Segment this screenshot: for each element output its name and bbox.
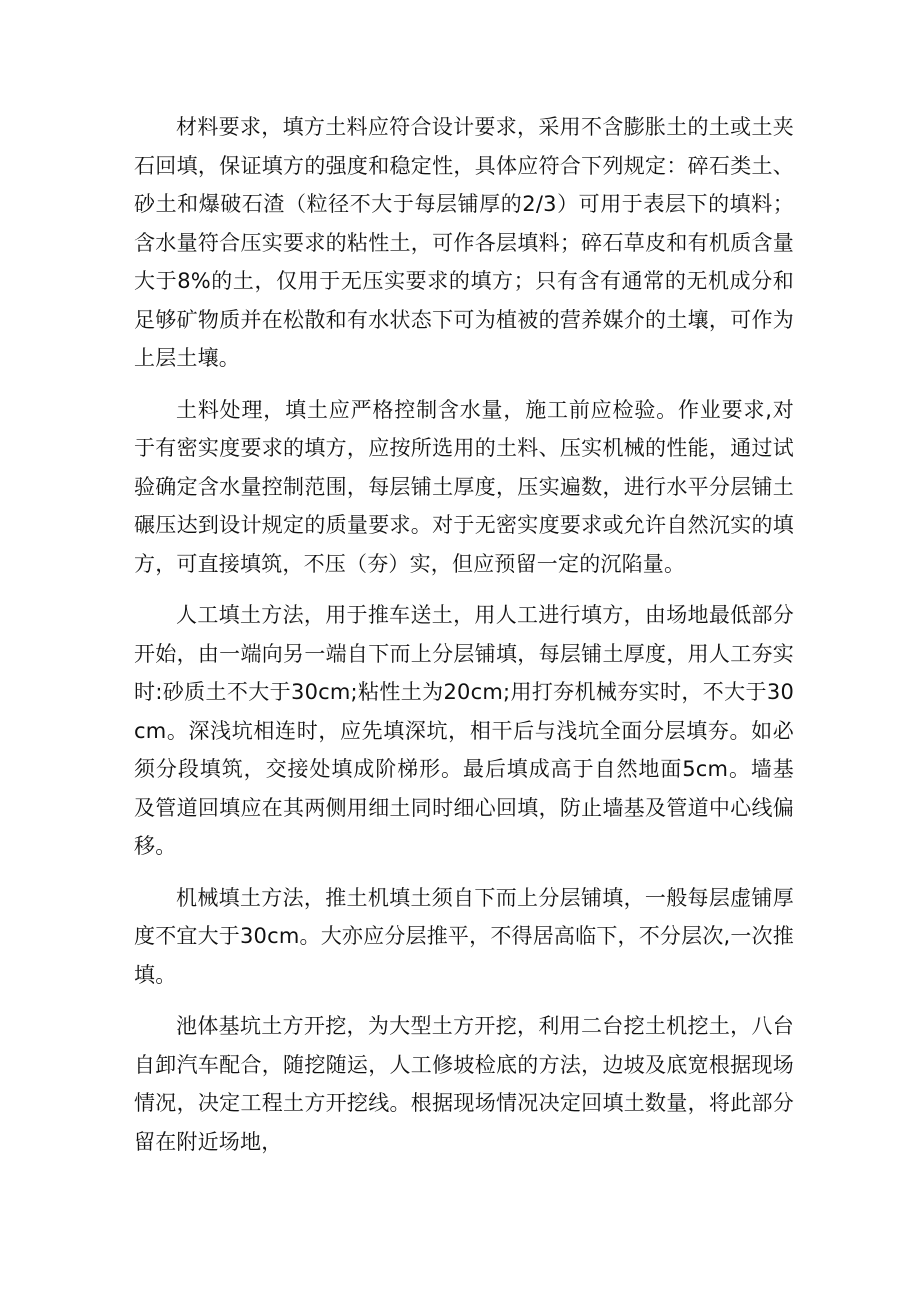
document-body (134, 108, 794, 1174)
paragraph-mechanical-filling: 机械填土方法，推土机填土须自下而上分层铺填，一般每层虚铺厚度不宜大于30cm。大亦应分层推平，不得居高临下，不分层次,一次推填。 (134, 885, 794, 987)
paragraph-manual-filling: 人工填土方法，用于推车送土，用人工进行填方，由场地最低部分开始，由一端向另一端自下而上分层铺填，每层铺土厚度，用人工夯实时:砂质土不大于30cm;粘性土为20cm;用打夯机械夯实时，不大于30cm。深浅坑相连时，应先填深坑，相干后与浅坑全面分层填夯。如必须分段填筑，交接处填成阶梯形。最后填成高于自然地面5cm。墙基及管道回填应在其两侧用细土同时细心回填，防止墙基及管道中心线偏移。 (134, 603, 794, 858)
paragraph-soil-treatment: 土料处理，填土应严格控制含水量，施工前应检验。作业要求,对于有密实度要求的填方，应按所选用的土料、压实机械的性能，通过试验确定含水量控制范围，每层铺土厚度，压实遍数，进行水平分层铺土碾压达到设计规定的质量要求。对于无密实度要求或允许自然沉实的填方，可直接填筑，不压（夯）实，但应预留一定的沉陷量。 (134, 397, 794, 576)
paragraph-pit-excavation: 池体基坑土方开挖，为大型土方开挖，利用二台挖土机挖土，八台自卸汽车配合，随挖随运，人工修坡检底的方法，边坡及底宽根据现场情况，决定工程土方开挖线。根据现场情况决定回填土数量，将此部分留在附近场地， (134, 1014, 794, 1154)
paragraph-material-requirements: 材料要求，填方土料应符合设计要求，采用不含膨胀土的土或土夹石回填，保证填方的强度和稳定性，具体应符合下列规定：碎石类土、砂土和爆破石渣（粒径不大于每层铺厚的2/3）可用于表层下的填料；含水量符合压实要求的粘性土，可作各层填料；碎石草皮和有机质含量大于8%的土，仅用于无压实要求的填方；只有含有通常的无机成分和足够矿物质并在松散和有水状态下可为植被的营养媒介的土壤，可作为上层土壤。 (134, 115, 794, 370)
